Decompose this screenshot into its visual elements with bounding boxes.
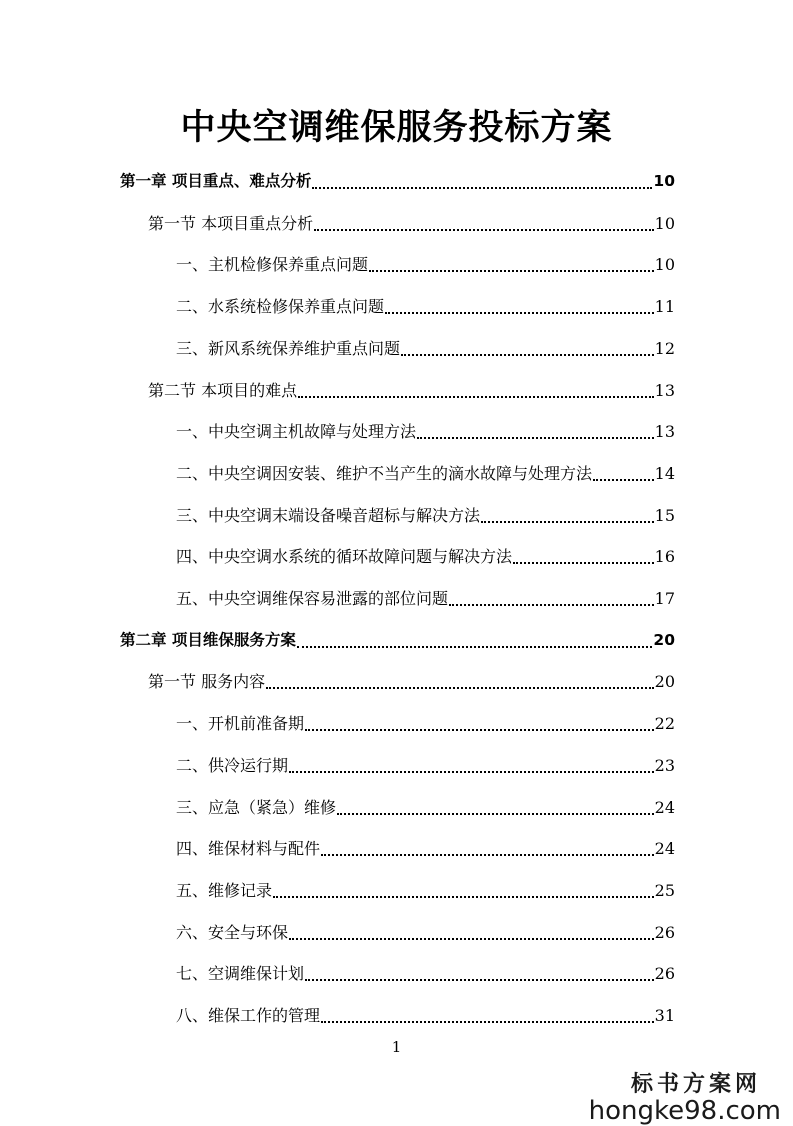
toc-entry-page: 31 (654, 1006, 675, 1025)
toc-entry-page: 16 (654, 547, 675, 566)
toc-entry-page: 23 (654, 756, 675, 775)
watermark-url: hongke98.com (588, 1096, 781, 1126)
toc-dot-leader (337, 813, 654, 815)
toc-dot-leader (273, 896, 654, 898)
toc-entry-label: 四、中央空调水系统的循环故障问题与解决方法 (176, 547, 513, 566)
toc-entry-label: 二、供冷运行期 (176, 756, 289, 775)
toc-dot-leader (289, 771, 654, 773)
watermark-text: 标书方案网 (630, 1071, 761, 1097)
toc-dot-leader (289, 938, 654, 940)
toc-dot-leader (297, 646, 653, 648)
toc-entry-label: 五、中央空调维保容易泄露的部位问题 (176, 589, 449, 608)
toc-entry-page: 13 (654, 381, 675, 400)
toc-entry-item[interactable] (176, 336, 675, 362)
toc-entry-page: 25 (654, 881, 675, 900)
toc-entry-label: 第一节 服务内容 (148, 672, 266, 691)
toc-entry-item[interactable] (176, 544, 675, 570)
toc-entry-item[interactable] (176, 1003, 675, 1029)
toc-entry-label: 七、空调维保计划 (176, 964, 305, 983)
toc-dot-leader (417, 437, 654, 439)
document-title: 中央空调维保服务投标方案 (180, 108, 613, 148)
toc-entry-label: 第一节 本项目重点分析 (148, 214, 314, 233)
toc-entry-page: 10 (654, 255, 675, 274)
toc-entry-page: 11 (654, 297, 675, 316)
toc-entry-page: 24 (654, 839, 675, 858)
toc-dot-leader (401, 354, 654, 356)
toc-dot-leader (305, 729, 654, 731)
toc-dot-leader (369, 270, 654, 272)
toc-entry-page: 22 (654, 714, 675, 733)
toc-entry-page: 17 (654, 589, 675, 608)
toc-entry-section[interactable] (148, 378, 675, 404)
toc-entry-item[interactable] (176, 920, 675, 946)
toc-dot-leader (314, 229, 654, 231)
toc-dot-leader (312, 187, 652, 189)
toc-entry-page: 10 (654, 214, 675, 233)
toc-entry-page: 26 (654, 923, 675, 942)
toc-entry-page: 12 (654, 339, 675, 358)
toc-entry-page: 20 (653, 631, 675, 649)
toc-entry-label: 三、应急（紧急）维修 (176, 798, 337, 817)
toc-entry-label: 五、维修记录 (176, 881, 273, 900)
toc-entry-page: 15 (654, 506, 675, 525)
toc-entry-chapter[interactable] (120, 169, 675, 195)
toc-entry-label: 第二章 项目维保服务方案 (120, 631, 296, 649)
toc-entry-label: 二、水系统检修保养重点问题 (176, 297, 385, 316)
toc-dot-leader (385, 312, 654, 314)
toc-entry-item[interactable] (176, 461, 675, 487)
toc-entry-item[interactable] (176, 753, 675, 779)
toc-dot-leader (321, 854, 654, 856)
toc-entry-label: 二、中央空调因安装、维护不当产生的滴水故障与处理方法 (176, 464, 593, 483)
toc-entry-item[interactable] (176, 961, 675, 987)
toc-entry-page: 10 (653, 172, 675, 190)
toc-entry-item[interactable] (176, 711, 675, 737)
toc-entry-item[interactable] (176, 294, 675, 320)
toc-entry-item[interactable] (176, 586, 675, 612)
toc-entry-label: 三、中央空调末端设备噪音超标与解决方法 (176, 506, 481, 525)
toc-entry-item[interactable] (176, 252, 675, 278)
toc-entry-item[interactable] (176, 836, 675, 862)
toc-dot-leader (513, 562, 654, 564)
toc-entry-section[interactable] (148, 211, 675, 237)
toc-entry-page: 26 (654, 964, 675, 983)
toc-dot-leader (321, 1021, 654, 1023)
toc-entry-chapter[interactable] (120, 628, 675, 654)
toc-entry-label: 一、中央空调主机故障与处理方法 (176, 422, 417, 441)
toc-entry-label: 六、安全与环保 (176, 923, 289, 942)
watermark (589, 1067, 781, 1126)
toc-entry-page: 13 (654, 422, 675, 441)
toc-entry-label: 八、维保工作的管理 (176, 1006, 321, 1025)
toc-dot-leader (298, 396, 654, 398)
toc-dot-leader (305, 979, 654, 981)
toc-entry-page: 14 (654, 464, 675, 483)
toc-entry-label: 四、维保材料与配件 (176, 839, 321, 858)
toc-entry-item[interactable] (176, 419, 675, 445)
page-number: 1 (391, 1038, 402, 1056)
toc-entry-label: 一、开机前准备期 (176, 714, 305, 733)
toc-entry-section[interactable] (148, 669, 675, 695)
toc-entry-item[interactable] (176, 795, 675, 821)
toc-entry-page: 20 (654, 672, 675, 691)
toc-entry-item[interactable] (176, 878, 675, 904)
toc-dot-leader (593, 479, 654, 481)
toc-dot-leader (266, 687, 654, 689)
toc-dot-leader (481, 521, 654, 523)
toc-entry-label: 第二节 本项目的难点 (148, 381, 298, 400)
toc-entry-label: 一、主机检修保养重点问题 (176, 255, 369, 274)
toc-entry-label: 三、新风系统保养维护重点问题 (176, 339, 401, 358)
toc-entry-page: 24 (654, 798, 675, 817)
toc-entry-item[interactable] (176, 503, 675, 529)
toc-dot-leader (449, 604, 654, 606)
toc-entry-label: 第一章 项目重点、难点分析 (120, 172, 312, 190)
